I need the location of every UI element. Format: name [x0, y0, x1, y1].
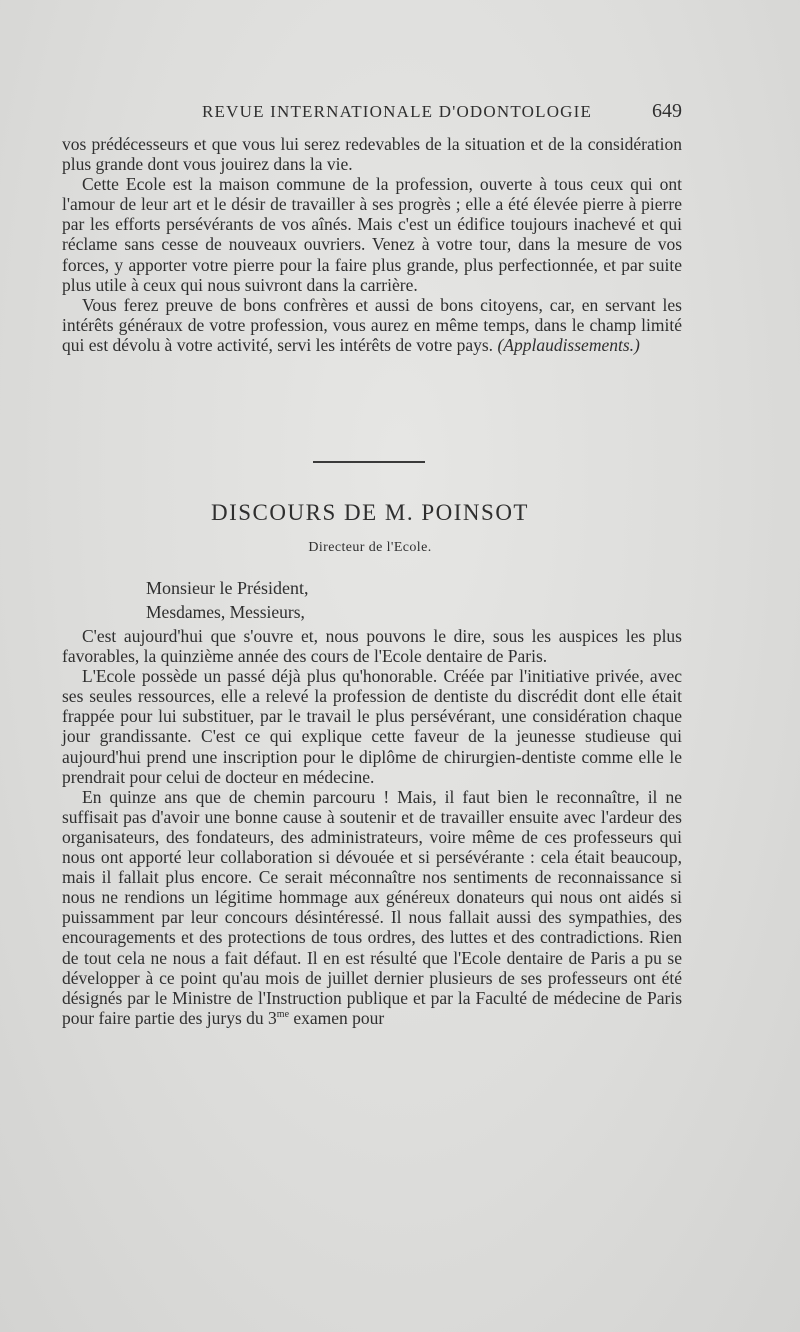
paragraph: Cette Ecole est la maison commune de la profession, ouverte à tous ceux qui ont l'amour de leur art et le désir de travailler à ses progrès ; elle a été élevée pierre à pierre par les efforts persévérants de vos aînés. Mais c'est un édifice toujours inachevé et qui réclame sans cesse de nouveaux ouvriers. Venez à votre tour, dans la mesure de vos forces, y apporter votre pierre pour la faire plus grande, plus perfectionnée, et par suite plus utile à ceux qui nous suivront dans la carrière. — [62, 174, 682, 295]
paragraph: C'est aujourd'hui que s'ouvre et, nous pouvons le dire, sous les auspices les plus favorables, la quinzième année des cours de l'Ecole dentaire de Paris. — [62, 626, 682, 667]
paragraph-text-end: examen pour — [289, 1007, 385, 1028]
paragraph-text: Vous ferez preuve de bons confrères et aussi de bons citoyens, car, en servant les intérêts généraux de votre profession, vous aurez en même temps, dans le champ limité qui est dévolu à votre activité, servi les intérêts de votre pays. — [62, 294, 682, 355]
salutation-line: Mesdames, Messieurs, — [146, 602, 305, 622]
previous-speech-ending — [62, 134, 682, 355]
journal-title: REVUE INTERNATIONALE D'ODONTOLOGIE — [202, 102, 593, 121]
page-number: 649 — [652, 100, 682, 122]
paragraph — [62, 787, 682, 1028]
paragraph: vos prédécesseurs et que vous lui serez redevables de la situation et de la considération plus grande dont vous jouirez dans la vie. — [62, 134, 682, 175]
ordinal-superscript: me — [276, 1008, 290, 1020]
paragraph-text: En quinze ans que de chemin parcouru ! Mais, il faut bien le reconnaître, il ne suffisait pas d'avoir une bonne cause à soutenir et de travailler ensuite avec l'ardeur des organisateurs, des fondateurs, des administrateurs, voire même de ces professeurs qui nous ont apporté leur collaboration si dévouée et si persévérante : cela était beaucoup, mais il fallait plus encore. Ce serait méconnaître nos sentiments de reconnaissance si nous ne rendions un légitime hommage aux généreux donateurs qui nous ont aidés si puissamment par leur concours désintéressé. Il nous fallait aussi des sympathies, des encouragements et des protections de tous ordres, des luttes et des contradictions. Rien de tout cela ne nous a fait défaut. Il en est résulté que l'Ecole dentaire de Paris a pu se développer à ce point qu'au mois de juillet dernier plusieurs de ses professeurs ont été désignés par le Ministre de l'Instruction publique et par la Faculté de médecine de Paris pour faire partie des jurys du 3 — [62, 786, 682, 1028]
paragraph — [62, 295, 682, 355]
running-header — [62, 100, 682, 126]
speech-body — [62, 626, 682, 1028]
section-subtitle: Directeur de l'Ecole. — [308, 540, 432, 555]
section-divider — [313, 461, 425, 463]
salutation-line: Monsieur le Président, — [146, 578, 309, 598]
paragraph: L'Ecole possède un passé déjà plus qu'honorable. Créée par l'initiative privée, avec ses seules ressources, elle a relevé la profession de dentiste du discrédit dont elle était frappée pour lui substituer, par le travail le plus persévérant, une considération chaque jour grandissante. C'est ce qui explique cette faveur de la jeunesse studieuse qui aujourd'hui prend une inscription pour le diplôme de chirurgien-dentiste comme elle le prendrait pour celui de docteur en médecine. — [62, 666, 682, 787]
applause-note: (Applaudissements.) — [497, 334, 640, 355]
section-title: DISCOURS DE M. POINSOT — [211, 500, 529, 525]
